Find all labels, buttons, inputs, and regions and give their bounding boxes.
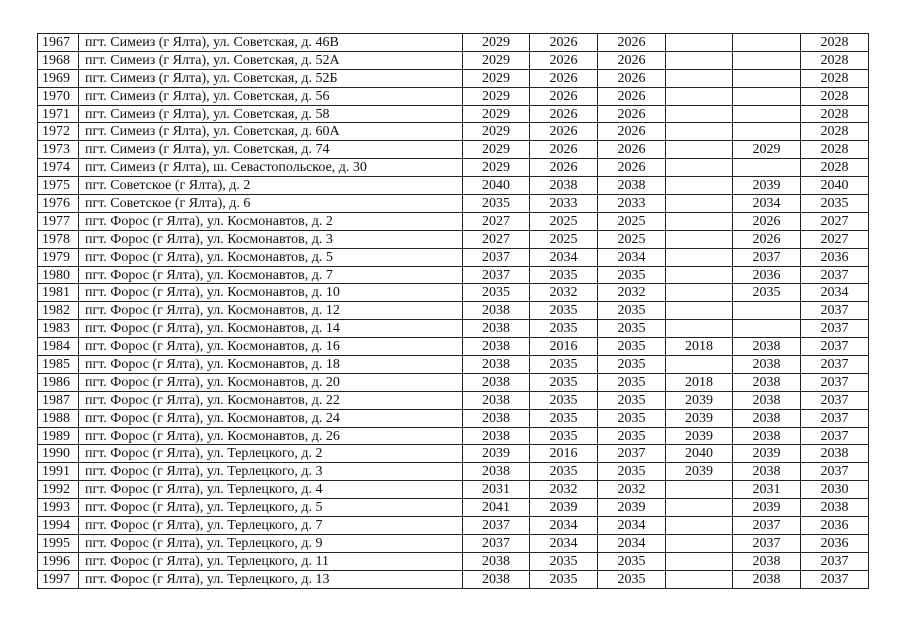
address-cell: пгт. Форос (г Ялта), ул. Космонавтов, д. 20 bbox=[79, 373, 463, 391]
year-col-1-cell: 2038 bbox=[463, 320, 530, 338]
year-col-2-cell: 2035 bbox=[530, 302, 598, 320]
table-row bbox=[38, 445, 869, 463]
year-col-2-cell: 2034 bbox=[530, 534, 598, 552]
row-number: 1976 bbox=[38, 195, 79, 213]
year-col-2-cell: 2026 bbox=[530, 105, 598, 123]
row-number: 1978 bbox=[38, 230, 79, 248]
year-col-3-cell: 2035 bbox=[598, 409, 666, 427]
row-number: 1980 bbox=[38, 266, 79, 284]
year-col-5-cell bbox=[733, 51, 801, 69]
table-row bbox=[38, 141, 869, 159]
year-col-6-cell: 2028 bbox=[801, 69, 869, 87]
row-number: 1967 bbox=[38, 34, 79, 52]
year-col-3-cell: 2026 bbox=[598, 69, 666, 87]
table-row bbox=[38, 266, 869, 284]
year-col-4-cell bbox=[666, 356, 733, 374]
year-col-5-cell: 2034 bbox=[733, 195, 801, 213]
address-cell: пгт. Форос (г Ялта), ул. Космонавтов, д. 5 bbox=[79, 248, 463, 266]
year-col-3-cell: 2026 bbox=[598, 51, 666, 69]
year-col-1-cell: 2037 bbox=[463, 266, 530, 284]
year-col-6-cell: 2038 bbox=[801, 499, 869, 517]
year-col-6-cell: 2036 bbox=[801, 534, 869, 552]
year-col-6-cell: 2037 bbox=[801, 338, 869, 356]
year-col-5-cell: 2029 bbox=[733, 141, 801, 159]
row-number: 1984 bbox=[38, 338, 79, 356]
year-col-4-cell bbox=[666, 266, 733, 284]
table-row bbox=[38, 391, 869, 409]
year-col-6-cell: 2028 bbox=[801, 34, 869, 52]
year-col-2-cell: 2026 bbox=[530, 69, 598, 87]
year-col-4-cell bbox=[666, 123, 733, 141]
year-col-1-cell: 2038 bbox=[463, 338, 530, 356]
address-cell: пгт. Симеиз (г Ялта), ул. Советская, д. 58 bbox=[79, 105, 463, 123]
year-col-5-cell: 2038 bbox=[733, 391, 801, 409]
address-cell: пгт. Симеиз (г Ялта), ул. Советская, д. 46В bbox=[79, 34, 463, 52]
year-col-3-cell: 2025 bbox=[598, 212, 666, 230]
table-row bbox=[38, 320, 869, 338]
year-col-2-cell: 2034 bbox=[530, 517, 598, 535]
year-col-1-cell: 2029 bbox=[463, 69, 530, 87]
year-col-1-cell: 2027 bbox=[463, 212, 530, 230]
year-col-6-cell: 2037 bbox=[801, 373, 869, 391]
year-col-3-cell: 2025 bbox=[598, 230, 666, 248]
row-number: 1996 bbox=[38, 552, 79, 570]
year-col-1-cell: 2039 bbox=[463, 445, 530, 463]
address-cell: пгт. Форос (г Ялта), ул. Терлецкого, д. 11 bbox=[79, 552, 463, 570]
year-col-6-cell: 2037 bbox=[801, 302, 869, 320]
year-col-1-cell: 2041 bbox=[463, 499, 530, 517]
table-row bbox=[38, 427, 869, 445]
table-body bbox=[38, 34, 869, 589]
year-col-6-cell: 2037 bbox=[801, 427, 869, 445]
table-row bbox=[38, 517, 869, 535]
year-col-4-cell bbox=[666, 69, 733, 87]
year-col-5-cell: 2038 bbox=[733, 552, 801, 570]
table-row bbox=[38, 248, 869, 266]
year-col-6-cell: 2036 bbox=[801, 517, 869, 535]
address-cell: пгт. Форос (г Ялта), ул. Космонавтов, д. 7 bbox=[79, 266, 463, 284]
table-row bbox=[38, 570, 869, 588]
year-col-5-cell: 2036 bbox=[733, 266, 801, 284]
year-col-6-cell: 2037 bbox=[801, 570, 869, 588]
table-row bbox=[38, 87, 869, 105]
year-col-5-cell: 2026 bbox=[733, 230, 801, 248]
year-col-4-cell: 2039 bbox=[666, 391, 733, 409]
year-col-1-cell: 2029 bbox=[463, 105, 530, 123]
year-col-2-cell: 2026 bbox=[530, 34, 598, 52]
row-number: 1977 bbox=[38, 212, 79, 230]
year-col-4-cell bbox=[666, 34, 733, 52]
year-col-1-cell: 2029 bbox=[463, 87, 530, 105]
row-number: 1986 bbox=[38, 373, 79, 391]
year-col-3-cell: 2035 bbox=[598, 266, 666, 284]
year-col-2-cell: 2026 bbox=[530, 123, 598, 141]
year-col-6-cell: 2028 bbox=[801, 105, 869, 123]
year-col-2-cell: 2026 bbox=[530, 159, 598, 177]
table-row bbox=[38, 195, 869, 213]
year-col-4-cell bbox=[666, 302, 733, 320]
year-col-4-cell bbox=[666, 517, 733, 535]
address-cell: пгт. Форос (г Ялта), ул. Космонавтов, д. 24 bbox=[79, 409, 463, 427]
year-col-1-cell: 2038 bbox=[463, 570, 530, 588]
table-row bbox=[38, 34, 869, 52]
year-col-4-cell: 2039 bbox=[666, 463, 733, 481]
table-row bbox=[38, 284, 869, 302]
year-col-6-cell: 2040 bbox=[801, 177, 869, 195]
year-col-3-cell: 2032 bbox=[598, 284, 666, 302]
address-cell: пгт. Симеиз (г Ялта), ул. Советская, д. 52Б bbox=[79, 69, 463, 87]
address-cell: пгт. Форос (г Ялта), ул. Терлецкого, д. 3 bbox=[79, 463, 463, 481]
year-col-1-cell: 2029 bbox=[463, 51, 530, 69]
year-col-1-cell: 2037 bbox=[463, 534, 530, 552]
year-col-3-cell: 2039 bbox=[598, 499, 666, 517]
year-col-3-cell: 2037 bbox=[598, 445, 666, 463]
row-number: 1985 bbox=[38, 356, 79, 374]
year-col-5-cell: 2037 bbox=[733, 248, 801, 266]
row-number: 1983 bbox=[38, 320, 79, 338]
year-col-2-cell: 2025 bbox=[530, 212, 598, 230]
table-row bbox=[38, 230, 869, 248]
row-number: 1971 bbox=[38, 105, 79, 123]
year-col-1-cell: 2029 bbox=[463, 141, 530, 159]
year-col-6-cell: 2037 bbox=[801, 266, 869, 284]
year-col-5-cell: 2039 bbox=[733, 177, 801, 195]
year-col-2-cell: 2034 bbox=[530, 248, 598, 266]
year-col-4-cell: 2039 bbox=[666, 409, 733, 427]
address-cell: пгт. Форос (г Ялта), ул. Терлецкого, д. 4 bbox=[79, 481, 463, 499]
year-col-5-cell: 2037 bbox=[733, 517, 801, 535]
row-number: 1994 bbox=[38, 517, 79, 535]
year-col-5-cell bbox=[733, 105, 801, 123]
year-col-4-cell: 2018 bbox=[666, 373, 733, 391]
year-col-1-cell: 2038 bbox=[463, 552, 530, 570]
table-row bbox=[38, 159, 869, 177]
year-col-2-cell: 2039 bbox=[530, 499, 598, 517]
year-col-6-cell: 2028 bbox=[801, 123, 869, 141]
year-col-5-cell bbox=[733, 34, 801, 52]
year-col-1-cell: 2029 bbox=[463, 34, 530, 52]
year-col-4-cell: 2040 bbox=[666, 445, 733, 463]
year-col-1-cell: 2037 bbox=[463, 517, 530, 535]
table-row bbox=[38, 105, 869, 123]
row-number: 1969 bbox=[38, 69, 79, 87]
year-col-4-cell bbox=[666, 87, 733, 105]
year-col-3-cell: 2035 bbox=[598, 463, 666, 481]
year-col-6-cell: 2037 bbox=[801, 356, 869, 374]
address-cell: пгт. Советское (г Ялта), д. 2 bbox=[79, 177, 463, 195]
year-col-6-cell: 2027 bbox=[801, 212, 869, 230]
year-col-5-cell bbox=[733, 320, 801, 338]
row-number: 1981 bbox=[38, 284, 79, 302]
address-cell: пгт. Советское (г Ялта), д. 6 bbox=[79, 195, 463, 213]
year-col-3-cell: 2026 bbox=[598, 123, 666, 141]
year-col-2-cell: 2035 bbox=[530, 266, 598, 284]
year-col-2-cell: 2032 bbox=[530, 481, 598, 499]
year-col-3-cell: 2032 bbox=[598, 481, 666, 499]
year-col-2-cell: 2016 bbox=[530, 445, 598, 463]
year-col-2-cell: 2035 bbox=[530, 570, 598, 588]
table-row bbox=[38, 212, 869, 230]
year-col-4-cell bbox=[666, 284, 733, 302]
year-col-3-cell: 2035 bbox=[598, 356, 666, 374]
table-row bbox=[38, 338, 869, 356]
row-number: 1972 bbox=[38, 123, 79, 141]
year-col-1-cell: 2040 bbox=[463, 177, 530, 195]
row-number: 1991 bbox=[38, 463, 79, 481]
row-number: 1982 bbox=[38, 302, 79, 320]
year-col-2-cell: 2035 bbox=[530, 320, 598, 338]
year-col-3-cell: 2035 bbox=[598, 320, 666, 338]
address-cell: пгт. Форос (г Ялта), ул. Терлецкого, д. 5 bbox=[79, 499, 463, 517]
row-number: 1997 bbox=[38, 570, 79, 588]
year-col-3-cell: 2026 bbox=[598, 34, 666, 52]
table-row bbox=[38, 481, 869, 499]
year-col-1-cell: 2029 bbox=[463, 159, 530, 177]
row-number: 1974 bbox=[38, 159, 79, 177]
year-col-6-cell: 2028 bbox=[801, 87, 869, 105]
row-number: 1968 bbox=[38, 51, 79, 69]
year-col-5-cell: 2035 bbox=[733, 284, 801, 302]
year-col-1-cell: 2038 bbox=[463, 427, 530, 445]
table-row bbox=[38, 302, 869, 320]
table-row bbox=[38, 51, 869, 69]
year-col-6-cell: 2037 bbox=[801, 463, 869, 481]
year-col-4-cell bbox=[666, 159, 733, 177]
year-col-6-cell: 2038 bbox=[801, 445, 869, 463]
address-cell: пгт. Симеиз (г Ялта), ул. Советская, д. 74 bbox=[79, 141, 463, 159]
row-number: 1988 bbox=[38, 409, 79, 427]
year-col-4-cell bbox=[666, 177, 733, 195]
year-col-1-cell: 2038 bbox=[463, 391, 530, 409]
table-row bbox=[38, 373, 869, 391]
year-col-5-cell: 2038 bbox=[733, 427, 801, 445]
year-col-5-cell: 2031 bbox=[733, 481, 801, 499]
year-col-3-cell: 2035 bbox=[598, 570, 666, 588]
row-number: 1989 bbox=[38, 427, 79, 445]
year-col-3-cell: 2035 bbox=[598, 391, 666, 409]
year-col-1-cell: 2038 bbox=[463, 373, 530, 391]
address-cell: пгт. Симеиз (г Ялта), ул. Советская, д. 56 bbox=[79, 87, 463, 105]
year-col-6-cell: 2037 bbox=[801, 320, 869, 338]
year-col-2-cell: 2035 bbox=[530, 552, 598, 570]
year-col-5-cell: 2026 bbox=[733, 212, 801, 230]
year-col-3-cell: 2035 bbox=[598, 373, 666, 391]
address-cell: пгт. Форос (г Ялта), ул. Космонавтов, д. 14 bbox=[79, 320, 463, 338]
year-col-2-cell: 2035 bbox=[530, 373, 598, 391]
year-col-2-cell: 2026 bbox=[530, 87, 598, 105]
year-col-3-cell: 2035 bbox=[598, 552, 666, 570]
year-col-5-cell bbox=[733, 69, 801, 87]
year-col-6-cell: 2036 bbox=[801, 248, 869, 266]
year-col-4-cell bbox=[666, 195, 733, 213]
table-row bbox=[38, 409, 869, 427]
address-cell: пгт. Форос (г Ялта), ул. Терлецкого, д. 9 bbox=[79, 534, 463, 552]
year-col-5-cell bbox=[733, 159, 801, 177]
year-col-3-cell: 2026 bbox=[598, 159, 666, 177]
year-col-1-cell: 2037 bbox=[463, 248, 530, 266]
year-col-4-cell bbox=[666, 552, 733, 570]
year-col-2-cell: 2035 bbox=[530, 356, 598, 374]
row-number: 1995 bbox=[38, 534, 79, 552]
address-cell: пгт. Форос (г Ялта), ул. Космонавтов, д. 22 bbox=[79, 391, 463, 409]
year-col-6-cell: 2028 bbox=[801, 141, 869, 159]
address-cell: пгт. Форос (г Ялта), ул. Терлецкого, д. 7 bbox=[79, 517, 463, 535]
year-col-5-cell bbox=[733, 302, 801, 320]
year-col-1-cell: 2038 bbox=[463, 463, 530, 481]
address-cell: пгт. Форос (г Ялта), ул. Терлецкого, д. 2 bbox=[79, 445, 463, 463]
year-col-4-cell bbox=[666, 230, 733, 248]
row-number: 1990 bbox=[38, 445, 79, 463]
table-row bbox=[38, 69, 869, 87]
year-col-5-cell: 2038 bbox=[733, 373, 801, 391]
table-row bbox=[38, 463, 869, 481]
year-col-4-cell bbox=[666, 320, 733, 338]
address-cell: пгт. Форос (г Ялта), ул. Космонавтов, д. 10 bbox=[79, 284, 463, 302]
row-number: 1975 bbox=[38, 177, 79, 195]
year-col-5-cell: 2038 bbox=[733, 570, 801, 588]
year-col-5-cell: 2038 bbox=[733, 338, 801, 356]
year-col-5-cell: 2037 bbox=[733, 534, 801, 552]
year-col-6-cell: 2034 bbox=[801, 284, 869, 302]
year-col-2-cell: 2038 bbox=[530, 177, 598, 195]
year-col-3-cell: 2035 bbox=[598, 302, 666, 320]
year-col-5-cell: 2039 bbox=[733, 445, 801, 463]
row-number: 1987 bbox=[38, 391, 79, 409]
table-row bbox=[38, 534, 869, 552]
address-cell: пгт. Симеиз (г Ялта), ш. Севастопольское, д. 30 bbox=[79, 159, 463, 177]
year-col-2-cell: 2016 bbox=[530, 338, 598, 356]
row-number: 1993 bbox=[38, 499, 79, 517]
address-cell: пгт. Форос (г Ялта), ул. Космонавтов, д. 3 bbox=[79, 230, 463, 248]
year-col-1-cell: 2031 bbox=[463, 481, 530, 499]
year-col-3-cell: 2038 bbox=[598, 177, 666, 195]
year-col-3-cell: 2035 bbox=[598, 338, 666, 356]
year-col-6-cell: 2037 bbox=[801, 409, 869, 427]
year-col-2-cell: 2035 bbox=[530, 409, 598, 427]
year-col-3-cell: 2026 bbox=[598, 141, 666, 159]
year-col-2-cell: 2033 bbox=[530, 195, 598, 213]
year-col-4-cell: 2018 bbox=[666, 338, 733, 356]
address-cell: пгт. Форос (г Ялта), ул. Космонавтов, д. 16 bbox=[79, 338, 463, 356]
year-col-3-cell: 2034 bbox=[598, 248, 666, 266]
row-number: 1992 bbox=[38, 481, 79, 499]
year-col-3-cell: 2033 bbox=[598, 195, 666, 213]
year-col-5-cell bbox=[733, 87, 801, 105]
year-col-4-cell bbox=[666, 534, 733, 552]
table-row bbox=[38, 356, 869, 374]
year-col-2-cell: 2035 bbox=[530, 463, 598, 481]
year-col-1-cell: 2038 bbox=[463, 409, 530, 427]
table-row bbox=[38, 123, 869, 141]
year-col-4-cell: 2039 bbox=[666, 427, 733, 445]
year-col-3-cell: 2026 bbox=[598, 87, 666, 105]
year-col-5-cell bbox=[733, 123, 801, 141]
year-col-2-cell: 2035 bbox=[530, 427, 598, 445]
year-col-1-cell: 2035 bbox=[463, 195, 530, 213]
address-cell: пгт. Форос (г Ялта), ул. Космонавтов, д. 12 bbox=[79, 302, 463, 320]
year-col-6-cell: 2030 bbox=[801, 481, 869, 499]
year-col-3-cell: 2026 bbox=[598, 105, 666, 123]
year-col-6-cell: 2027 bbox=[801, 230, 869, 248]
year-col-6-cell: 2037 bbox=[801, 391, 869, 409]
year-col-6-cell: 2035 bbox=[801, 195, 869, 213]
year-col-5-cell: 2038 bbox=[733, 409, 801, 427]
year-col-5-cell: 2038 bbox=[733, 463, 801, 481]
address-cell: пгт. Форос (г Ялта), ул. Терлецкого, д. 13 bbox=[79, 570, 463, 588]
year-col-4-cell bbox=[666, 51, 733, 69]
row-number: 1979 bbox=[38, 248, 79, 266]
year-col-2-cell: 2025 bbox=[530, 230, 598, 248]
year-col-2-cell: 2026 bbox=[530, 51, 598, 69]
address-cell: пгт. Симеиз (г Ялта), ул. Советская, д. 60А bbox=[79, 123, 463, 141]
address-cell: пгт. Форос (г Ялта), ул. Космонавтов, д. 2 bbox=[79, 212, 463, 230]
year-col-2-cell: 2035 bbox=[530, 391, 598, 409]
year-col-6-cell: 2037 bbox=[801, 552, 869, 570]
table-row bbox=[38, 552, 869, 570]
year-col-4-cell bbox=[666, 481, 733, 499]
year-col-2-cell: 2032 bbox=[530, 284, 598, 302]
table-row bbox=[38, 499, 869, 517]
year-col-4-cell bbox=[666, 570, 733, 588]
year-col-4-cell bbox=[666, 105, 733, 123]
year-col-4-cell bbox=[666, 248, 733, 266]
year-col-3-cell: 2034 bbox=[598, 534, 666, 552]
row-number: 1970 bbox=[38, 87, 79, 105]
year-col-1-cell: 2035 bbox=[463, 284, 530, 302]
year-col-3-cell: 2034 bbox=[598, 517, 666, 535]
year-col-6-cell: 2028 bbox=[801, 51, 869, 69]
year-col-5-cell: 2038 bbox=[733, 356, 801, 374]
schedule-table bbox=[37, 33, 869, 589]
year-col-4-cell bbox=[666, 499, 733, 517]
year-col-2-cell: 2026 bbox=[530, 141, 598, 159]
year-col-4-cell bbox=[666, 212, 733, 230]
year-col-1-cell: 2038 bbox=[463, 356, 530, 374]
year-col-1-cell: 2038 bbox=[463, 302, 530, 320]
address-cell: пгт. Форос (г Ялта), ул. Космонавтов, д. 26 bbox=[79, 427, 463, 445]
year-col-5-cell: 2039 bbox=[733, 499, 801, 517]
row-number: 1973 bbox=[38, 141, 79, 159]
table-row bbox=[38, 177, 869, 195]
year-col-6-cell: 2028 bbox=[801, 159, 869, 177]
year-col-1-cell: 2029 bbox=[463, 123, 530, 141]
year-col-3-cell: 2035 bbox=[598, 427, 666, 445]
year-col-1-cell: 2027 bbox=[463, 230, 530, 248]
address-cell: пгт. Симеиз (г Ялта), ул. Советская, д. 52А bbox=[79, 51, 463, 69]
year-col-4-cell bbox=[666, 141, 733, 159]
address-cell: пгт. Форос (г Ялта), ул. Космонавтов, д. 18 bbox=[79, 356, 463, 374]
